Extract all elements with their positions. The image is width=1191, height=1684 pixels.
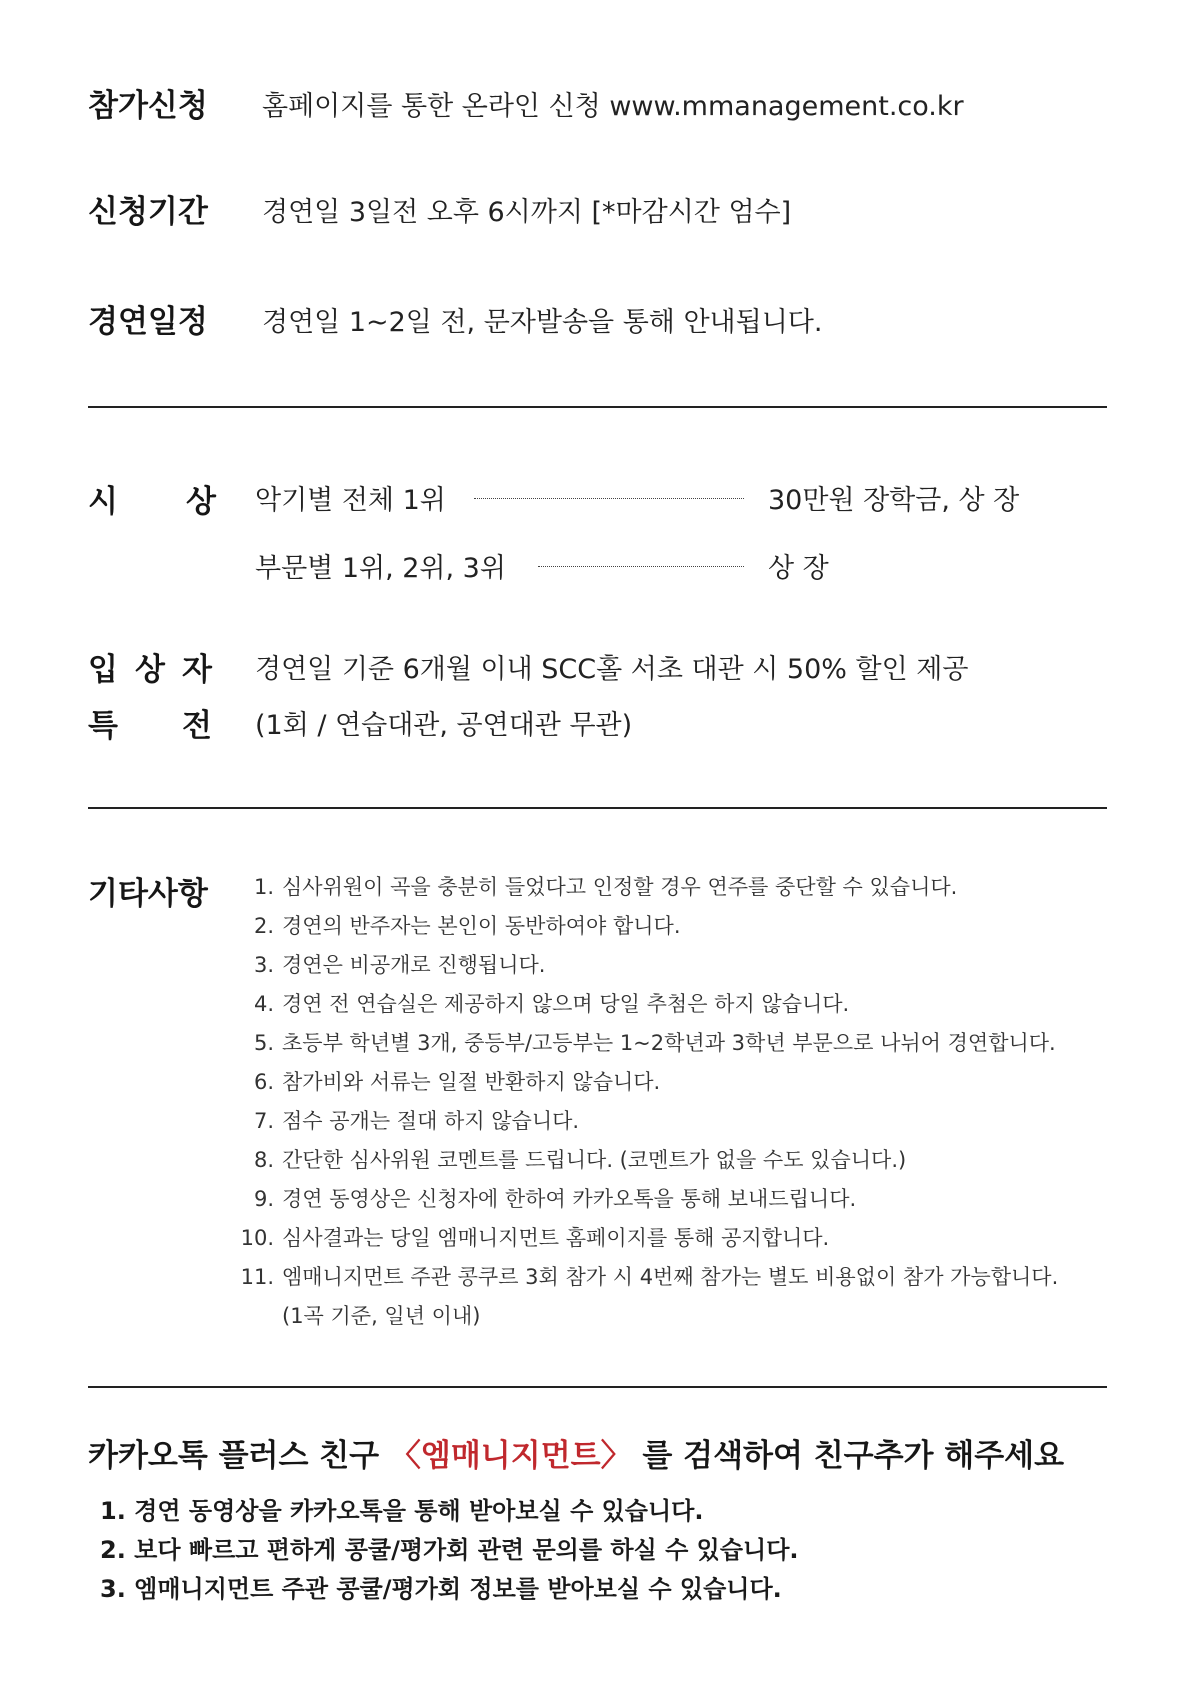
list-item (240, 868, 1058, 907)
item-number: 3. (253, 953, 274, 977)
item-text: 경연 전 연습실은 제공하지 않으며 당일 추첨은 하지 않습니다. (282, 992, 850, 1016)
award-prize: 30만원 장학금, 상 장 (768, 485, 1020, 516)
award-prize: 상 장 (768, 553, 829, 584)
item-number: 5. (253, 1031, 274, 1055)
promo-item: 3. 엠매니지먼트 주관 콩쿨/평가회 정보를 받아보실 수 있습니다. (100, 1575, 782, 1603)
leader-dots (474, 498, 744, 499)
schedule-text: 경연일 1~2일 전, 문자발송을 통해 안내됩니다. (262, 307, 823, 338)
list-item (240, 1258, 1058, 1297)
awards-label-char: 상 (186, 484, 216, 520)
apply-text: 홈페이지를 통한 온라인 신청 www.mmanagement.co.kr (262, 91, 964, 122)
list-item (240, 946, 1058, 985)
promo-list (100, 1492, 799, 1609)
awards-label (88, 476, 216, 521)
benefits-label-line1 (88, 644, 212, 689)
item-number: 1. (253, 875, 274, 899)
list-item (240, 907, 1058, 946)
awards-label-char: 시 (88, 484, 118, 520)
item-text: 심사결과는 당일 엠매니지먼트 홈페이지를 통해 공지합니다. (282, 1226, 830, 1250)
item-number: 4. (253, 992, 274, 1016)
divider-1 (88, 406, 1107, 408)
item-number: 11. (240, 1265, 274, 1289)
apply-label: 참가신청 (88, 88, 208, 124)
benefits-line2: (1회 / 연습대관, 공연대관 무관) (255, 710, 633, 741)
list-item (240, 1024, 1058, 1063)
item-text: 엠매니지먼트 주관 콩쿠르 3회 참가 시 4번째 참가는 별도 비용없이 참가 가능합니다. (282, 1265, 1059, 1289)
item-text: (1곡 기준, 일년 이내) (282, 1304, 481, 1328)
period-label: 신청기간 (88, 194, 208, 230)
promo-headline (88, 1430, 1064, 1475)
notes-label: 기타사항 (88, 876, 208, 912)
item-text: 경연의 반주자는 본인이 동반하여야 합니다. (282, 914, 681, 938)
benefits-label-char: 상 (135, 652, 165, 688)
leader-dots (538, 566, 744, 567)
schedule-label: 경연일정 (88, 304, 208, 340)
list-item (240, 1297, 1058, 1336)
item-text: 심사위원이 곡을 충분히 들었다고 인정할 경우 연주를 중단할 수 있습니다. (282, 875, 958, 899)
benefits-label-char: 특 (88, 708, 118, 744)
item-number: 6. (253, 1070, 274, 1094)
promo-highlight: 〈엠매니지먼트〉 (389, 1438, 632, 1474)
promo-item: 1. 경연 동영상을 카카오톡을 통해 받아보실 수 있습니다. (100, 1497, 704, 1525)
item-text: 경연은 비공개로 진행됩니다. (282, 953, 546, 977)
benefits-label-line2 (88, 700, 212, 745)
list-item (240, 1180, 1058, 1219)
item-text: 경연 동영상은 신청자에 한하여 카카오톡을 통해 보내드립니다. (282, 1187, 857, 1211)
item-text: 간단한 심사위원 코멘트를 드립니다. (코멘트가 없을 수도 있습니다.) (282, 1148, 907, 1172)
benefits-label-char: 전 (182, 708, 212, 744)
item-number: 2. (253, 914, 274, 938)
promo-suffix: 를 검색하여 친구추가 해주세요 (642, 1438, 1065, 1474)
item-number: 10. (240, 1226, 274, 1250)
item-text: 참가비와 서류는 일절 반환하지 않습니다. (282, 1070, 661, 1094)
item-number: 9. (253, 1187, 274, 1211)
item-text: 점수 공개는 절대 하지 않습니다. (282, 1109, 580, 1133)
benefits-label-char: 자 (182, 652, 212, 688)
item-number: 7. (253, 1109, 274, 1133)
list-item (240, 1141, 1058, 1180)
list-item (240, 1063, 1058, 1102)
item-number: 8. (253, 1148, 274, 1172)
award-item: 부문별 1위, 2위, 3위 (255, 553, 506, 584)
divider-2 (88, 807, 1107, 809)
list-item (240, 985, 1058, 1024)
notes-list (240, 868, 1058, 1336)
period-text: 경연일 3일전 오후 6시까지 [*마감시간 엄수] (262, 197, 792, 228)
award-item: 악기별 전체 1위 (255, 485, 446, 516)
benefits-line1: 경연일 기준 6개월 이내 SCC홀 서초 대관 시 50% 할인 제공 (255, 654, 969, 685)
promo-item: 2. 보다 빠르고 편하게 콩쿨/평가회 관련 문의를 하실 수 있습니다. (100, 1536, 799, 1564)
list-item (240, 1102, 1058, 1141)
promo-prefix: 카카오톡 플러스 친구 (88, 1438, 380, 1474)
list-item (240, 1219, 1058, 1258)
item-text: 초등부 학년별 3개, 중등부/고등부는 1~2학년과 3학년 부문으로 나뉘어 경연합니다. (282, 1031, 1056, 1055)
divider-3 (88, 1386, 1107, 1388)
benefits-label-char: 입 (88, 652, 118, 688)
